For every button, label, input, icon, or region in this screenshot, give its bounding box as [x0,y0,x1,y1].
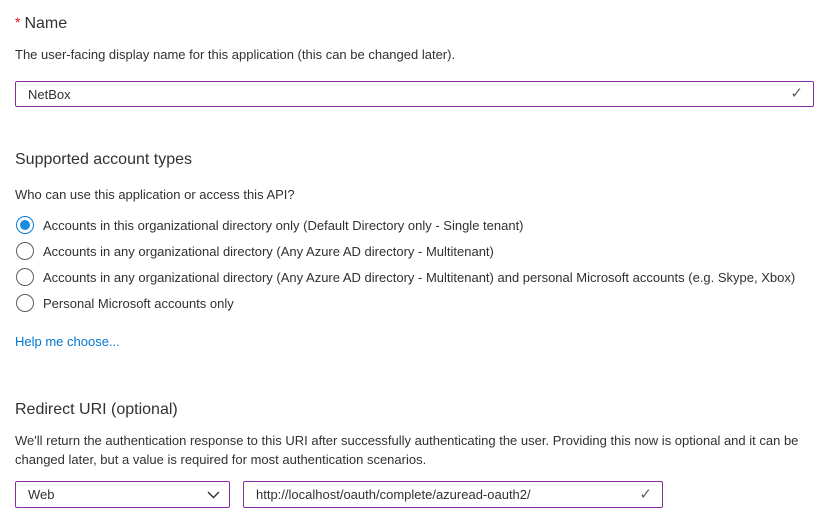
account-types-radio-group [15,212,814,316]
radio-option-label: Accounts in any organizational directory (Any Azure AD directory - Multitenant) and personal Microsoft accounts (e.g. Skype, Xbox) [43,269,796,285]
required-asterisk: * [15,14,21,30]
help-me-choose-link[interactable]: Help me choose... [15,334,120,349]
name-section-title [15,12,814,34]
redirect-uri-row [15,481,814,508]
radio-option-label: Accounts in this organizational directory only (Default Directory only - Single tenant) [43,217,524,233]
radio-unselected-icon [16,242,34,260]
valid-checkmark-icon: ✓ [790,84,803,102]
redirect-uri-input-container [243,481,663,508]
redirect-uri-description: We'll return the authentication response to this URI after successfully authenticating the user. Providing this now is optional and it can be changed later, but a value is required for most authentication scenarios. [15,433,799,467]
radio-selected-icon [16,216,34,234]
radio-option-personal-only[interactable] [15,290,814,316]
chevron-down-icon [206,488,220,502]
account-types-question: Who can use this application or access this API? [15,187,295,202]
valid-checkmark-icon: ✓ [639,485,652,503]
redirect-uri-title: Redirect URI (optional) [15,401,178,418]
account-types-title: Supported account types [15,151,193,168]
name-description: The user-facing display name for this application (this can be changed later). [15,47,456,62]
redirect-uri-input[interactable] [244,487,662,502]
platform-select-value: Web [28,487,55,502]
radio-option-single-tenant[interactable] [15,212,814,238]
platform-select[interactable] [15,481,230,508]
radio-option-label: Personal Microsoft accounts only [43,295,234,311]
name-input[interactable] [16,84,813,102]
name-title-text: Name [24,15,68,32]
name-input-container [15,81,814,107]
radio-option-multitenant-personal[interactable] [15,264,814,290]
radio-unselected-icon [16,294,34,312]
radio-option-multitenant[interactable] [15,238,814,264]
radio-unselected-icon [16,268,34,286]
radio-option-label: Accounts in any organizational directory (Any Azure AD directory - Multitenant) [43,243,494,259]
